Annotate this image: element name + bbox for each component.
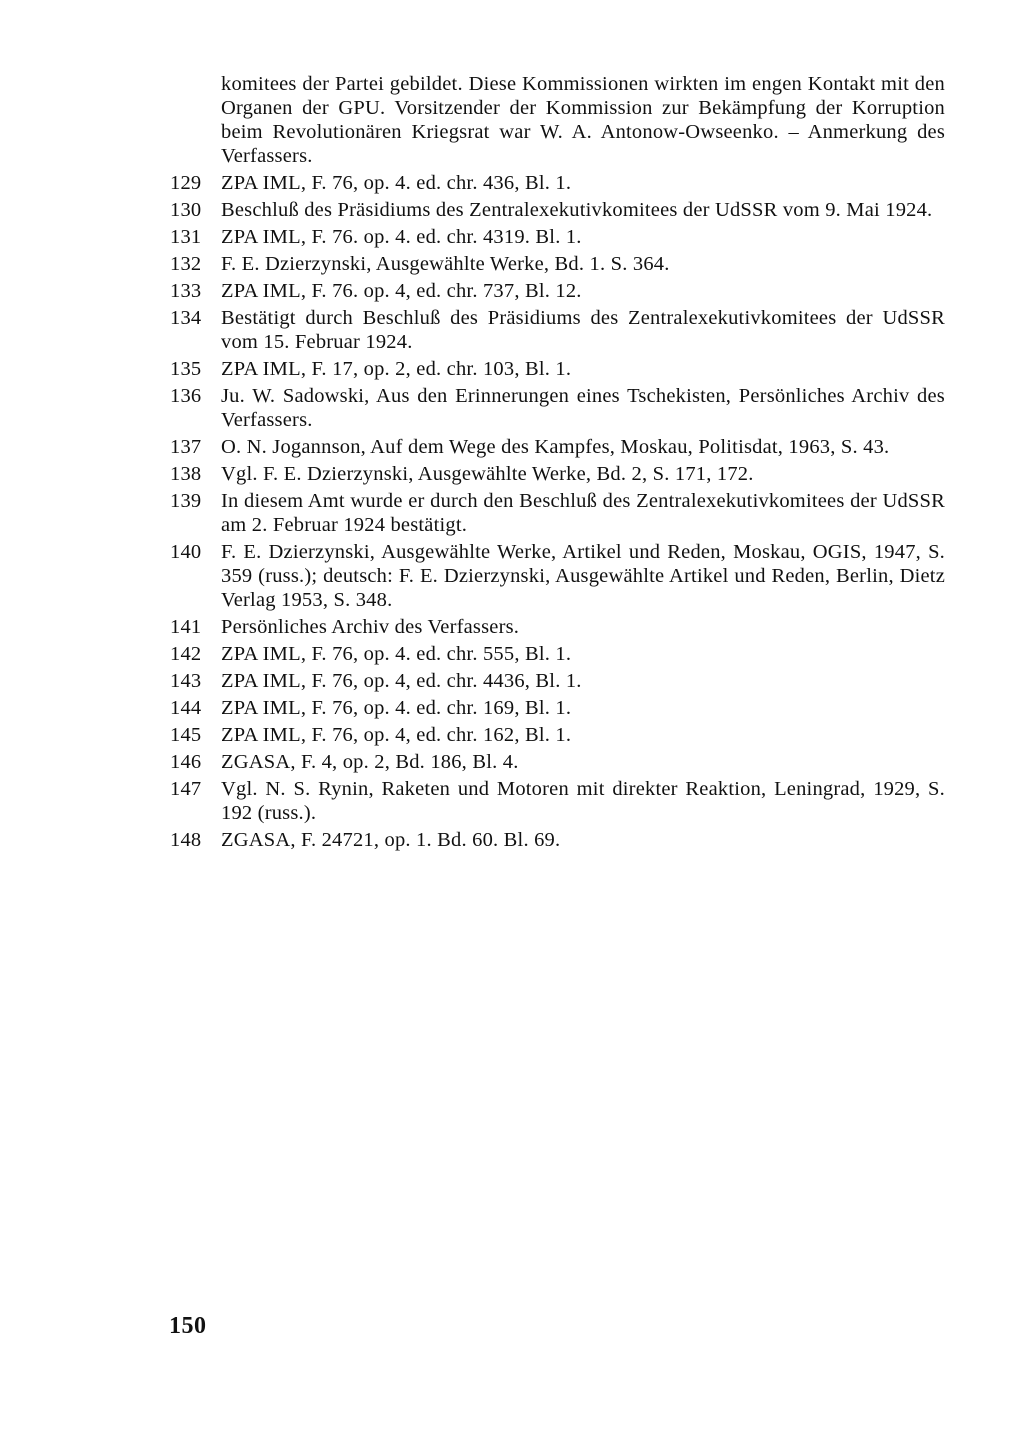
endnote-text: In diesem Amt wurde er durch den Beschluß des Zentralexekutivkomitees der UdSSR am 2. Februar 1924 bestätigt.: [221, 490, 945, 536]
endnote-number: 147: [170, 778, 202, 800]
endnote-number: 140: [170, 541, 202, 563]
endnote-number: 148: [170, 829, 202, 851]
endnote-text: Ju. W. Sadowski, Aus den Erinnerungen eines Tschekisten, Persönliches Archiv des Verfassers.: [221, 385, 945, 431]
endnote-item: [170, 696, 945, 720]
endnote-item: [170, 723, 945, 747]
endnote-number: 130: [170, 199, 202, 221]
endnote-text: ZPA IML, F. 76, op. 4, ed. chr. 162, Bl. 1.: [221, 724, 572, 746]
endnote-item: [170, 279, 945, 303]
endnote-number: 138: [170, 463, 202, 485]
endnote-number: 146: [170, 751, 202, 773]
endnote-text: ZPA IML, F. 76. op. 4. ed. chr. 4319. Bl. 1.: [221, 226, 582, 248]
endnote-number: 143: [170, 670, 202, 692]
endnote-item: [170, 171, 945, 195]
endnote-text: F. E. Dzierzynski, Ausgewählte Werke, Bd. 1. S. 364.: [221, 253, 670, 275]
endnote-number: 134: [170, 307, 202, 329]
endnote-number: 141: [170, 616, 202, 638]
endnote-item: [170, 435, 945, 459]
endnote-item: [170, 750, 945, 774]
endnote-item: [170, 225, 945, 249]
endnote-number: 129: [170, 172, 202, 194]
endnote-text: ZGASA, F. 4, op. 2, Bd. 186, Bl. 4.: [221, 751, 519, 773]
endnote-text: ZGASA, F. 24721, op. 1. Bd. 60. Bl. 69.: [221, 829, 561, 851]
endnote-text: ZPA IML, F. 76, op. 4. ed. chr. 436, Bl. 1.: [221, 172, 572, 194]
endnote-number: 144: [170, 697, 202, 719]
endnote-item: [170, 198, 945, 222]
endnote-number: 137: [170, 436, 202, 458]
endnote-item: [170, 489, 945, 537]
page-number: 150: [169, 1313, 207, 1339]
endnote-text: ZPA IML, F. 76, op. 4. ed. chr. 169, Bl. 1.: [221, 697, 572, 719]
endnote-text: ZPA IML, F. 76, op. 4, ed. chr. 4436, Bl. 1.: [221, 670, 582, 692]
endnotes-list: [170, 72, 945, 852]
endnote-text: ZPA IML, F. 76, op. 4. ed. chr. 555, Bl. 1.: [221, 643, 572, 665]
endnote-text: O. N. Jogannson, Auf dem Wege des Kampfes, Moskau, Politisdat, 1963, S. 43.: [221, 436, 890, 458]
endnote-item: [170, 777, 945, 825]
endnote-item: [170, 306, 945, 354]
endnote-item: [170, 357, 945, 381]
endnote-item: [170, 669, 945, 693]
endnote-text: Vgl. F. E. Dzierzynski, Ausgewählte Werke, Bd. 2, S. 171, 172.: [221, 463, 754, 485]
endnote-item: [170, 828, 945, 852]
endnote-item: [170, 642, 945, 666]
endnote-number: 139: [170, 490, 202, 512]
endnote-number: 145: [170, 724, 202, 746]
endnote-item: [170, 540, 945, 612]
endnote-item: [170, 462, 945, 486]
endnote-item: [170, 615, 945, 639]
endnote-continuation: komitees der Partei gebildet. Diese Kommissionen wirkten im engen Kontakt mit den Organen der GPU. Vorsitzender der Kommission zur Bekämpfung der Korruption beim Revolutionären Kriegsrat war W. A. Antonow-Owseenko. – Anmerkung des Verfassers.: [221, 73, 945, 167]
endnote-item: [170, 252, 945, 276]
endnote-number: 142: [170, 643, 202, 665]
endnote-number: 133: [170, 280, 202, 302]
endnote-text: Persönliches Archiv des Verfassers.: [221, 616, 520, 638]
endnote-number: 136: [170, 385, 202, 407]
endnote-text: Bestätigt durch Beschluß des Präsidiums des Zentralexekutivkomitees der UdSSR vom 15. Februar 1924.: [221, 307, 945, 353]
endnote-text: Beschluß des Präsidiums des Zentralexekutivkomitees der UdSSR vom 9. Mai 1924.: [221, 199, 933, 221]
endnote-number: 131: [170, 226, 202, 248]
endnote-text: ZPA IML, F. 17, op. 2, ed. chr. 103, Bl. 1.: [221, 358, 572, 380]
endnote-text: Vgl. N. S. Rynin, Raketen und Motoren mit direkter Reaktion, Leningrad, 1929, S. 192 (russ.).: [221, 778, 945, 824]
endnote-text: ZPA IML, F. 76. op. 4, ed. chr. 737, Bl. 12.: [221, 280, 582, 302]
endnote-number: 135: [170, 358, 202, 380]
endnote-text: F. E. Dzierzynski, Ausgewählte Werke, Artikel und Reden, Moskau, OGIS, 1947, S. 359 (russ.); deutsch: F. E. Dzierzynski, Ausgewählte Artikel und Reden, Berlin, Dietz Verlag 1953, S. 348.: [221, 541, 945, 611]
endnote-number: 132: [170, 253, 202, 275]
endnote-item: [170, 384, 945, 432]
